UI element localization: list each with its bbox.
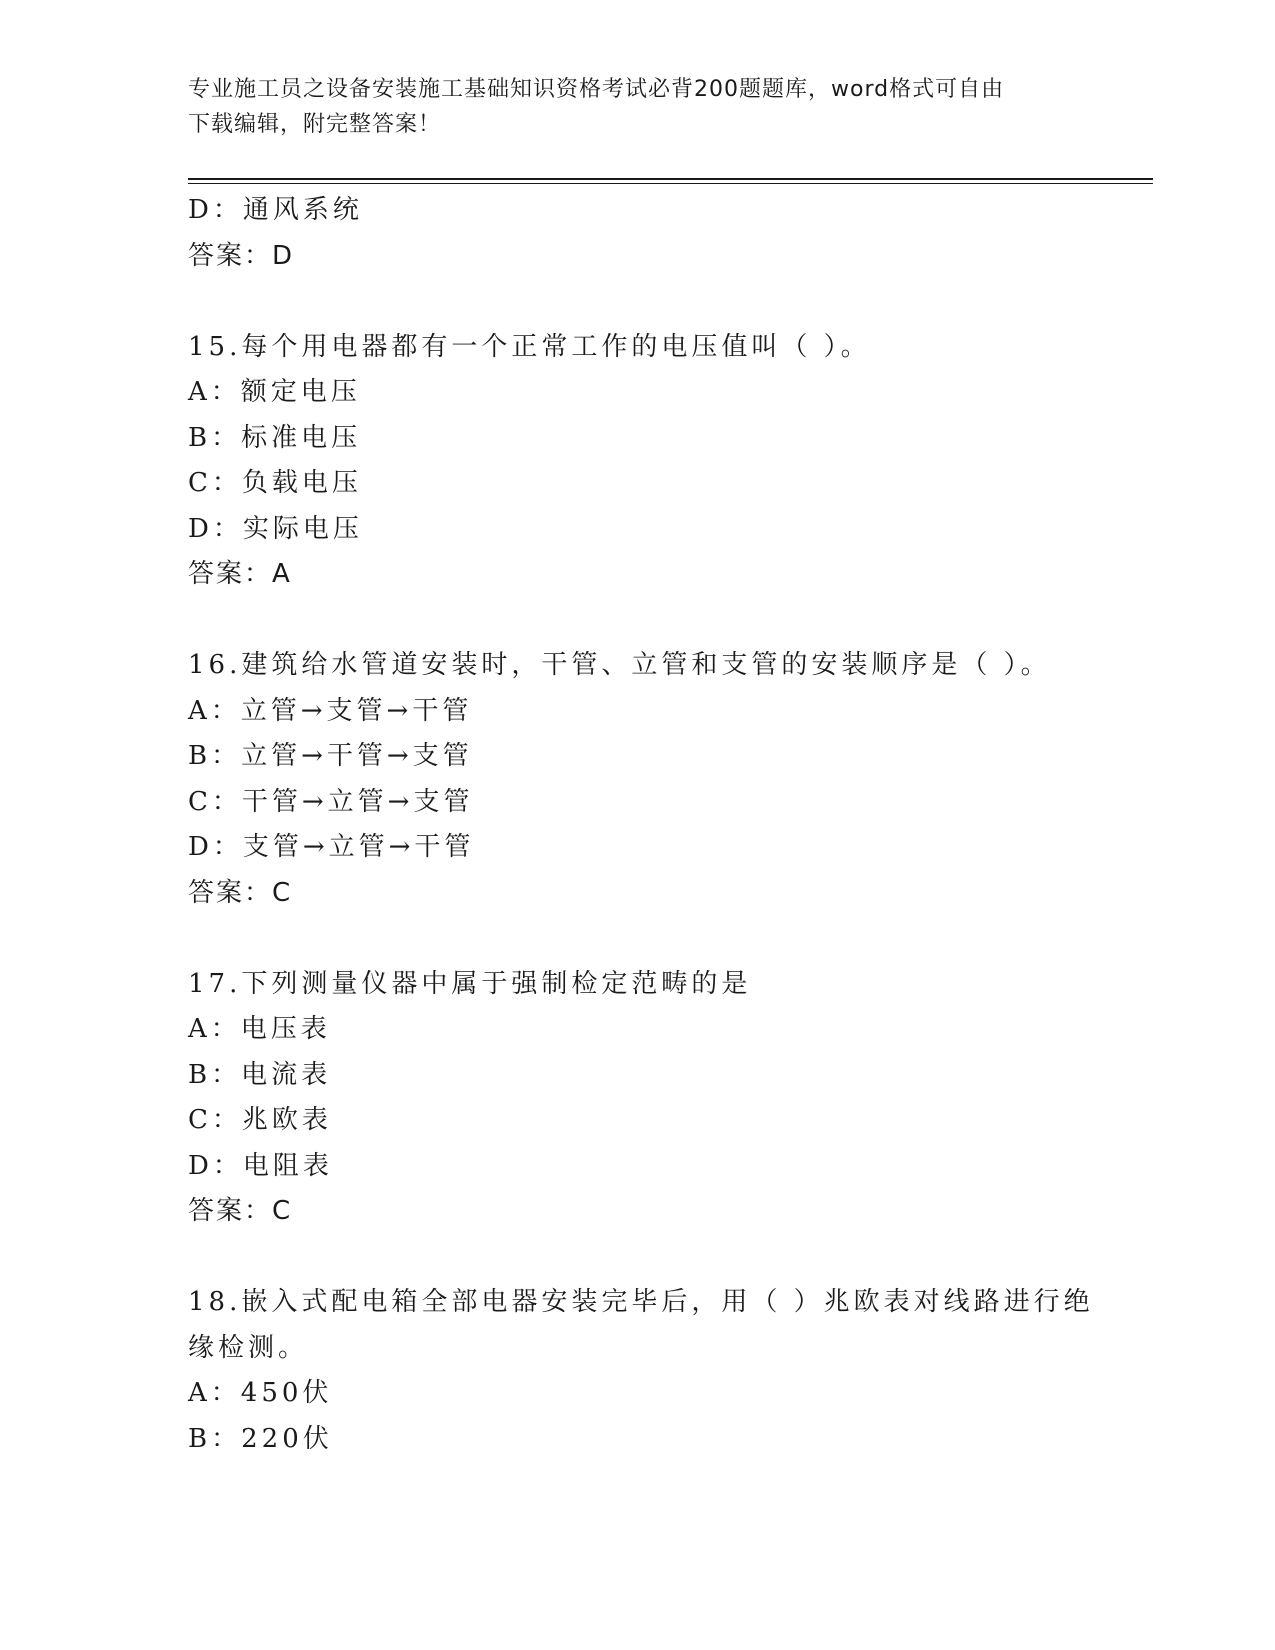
document-header xyxy=(188,72,1088,142)
question-text-line-1: 18.嵌入式配电箱全部电器安装完毕后，用（ ）兆欧表对线路进行绝 xyxy=(188,1287,1094,1317)
option-a: A：450伏 xyxy=(188,1378,333,1408)
header-divider-thin xyxy=(188,183,1153,184)
option-d: D：支管→立管→干管 xyxy=(188,832,475,862)
option-b: B：标准电压 xyxy=(188,422,362,453)
question-block-18 xyxy=(188,1280,1094,1462)
answer-line: 答案：C xyxy=(188,1196,293,1226)
option-d: D：通风系统 xyxy=(188,195,363,225)
question-text-line-2: 缘检测。 xyxy=(188,1332,309,1363)
option-b: B：220伏 xyxy=(188,1423,333,1454)
spacer xyxy=(188,279,1088,325)
spacer xyxy=(188,598,1088,644)
header-divider-thick xyxy=(188,178,1153,180)
option-b: B：立管→干管→支管 xyxy=(188,741,473,771)
option-d: D：电阻表 xyxy=(188,1150,333,1181)
option-c: C：干管→立管→支管 xyxy=(188,786,474,817)
question-text: 17.下列测量仪器中属于强制检定范畴的是 xyxy=(188,968,752,999)
question-text: 15.每个用电器都有一个正常工作的电压值叫（ ）。 xyxy=(188,331,871,362)
option-a: A：额定电压 xyxy=(188,377,361,407)
question-list xyxy=(188,188,1094,1462)
answer-line: 答案：C xyxy=(188,877,293,908)
option-d: D：实际电压 xyxy=(188,513,363,544)
option-c: C：兆欧表 xyxy=(188,1105,332,1135)
question-block-15 xyxy=(188,325,1088,598)
spacer xyxy=(188,916,1088,962)
answer-line: 答案：A xyxy=(188,559,292,589)
option-b: B：电流表 xyxy=(188,1059,332,1090)
question-block-17 xyxy=(188,962,1088,1235)
option-a: A：电压表 xyxy=(188,1014,331,1044)
question-block-previous xyxy=(188,188,1088,279)
question-block-16 xyxy=(188,643,1088,916)
header-line-1: 专业施工员之设备安装施工基础知识资格考试必背200题题库，word格式可自由 xyxy=(188,77,1005,102)
answer-line: 答案：D xyxy=(188,240,295,271)
header-line-2: 下载编辑，附完整答案！ xyxy=(188,112,442,137)
spacer xyxy=(188,1235,1088,1281)
option-a: A：立管→支管→干管 xyxy=(188,695,473,726)
question-text: 16.建筑给水管道安装时，干管、立管和支管的安装顺序是（ ）。 xyxy=(188,650,1051,680)
option-c: C：负载电压 xyxy=(188,468,362,498)
